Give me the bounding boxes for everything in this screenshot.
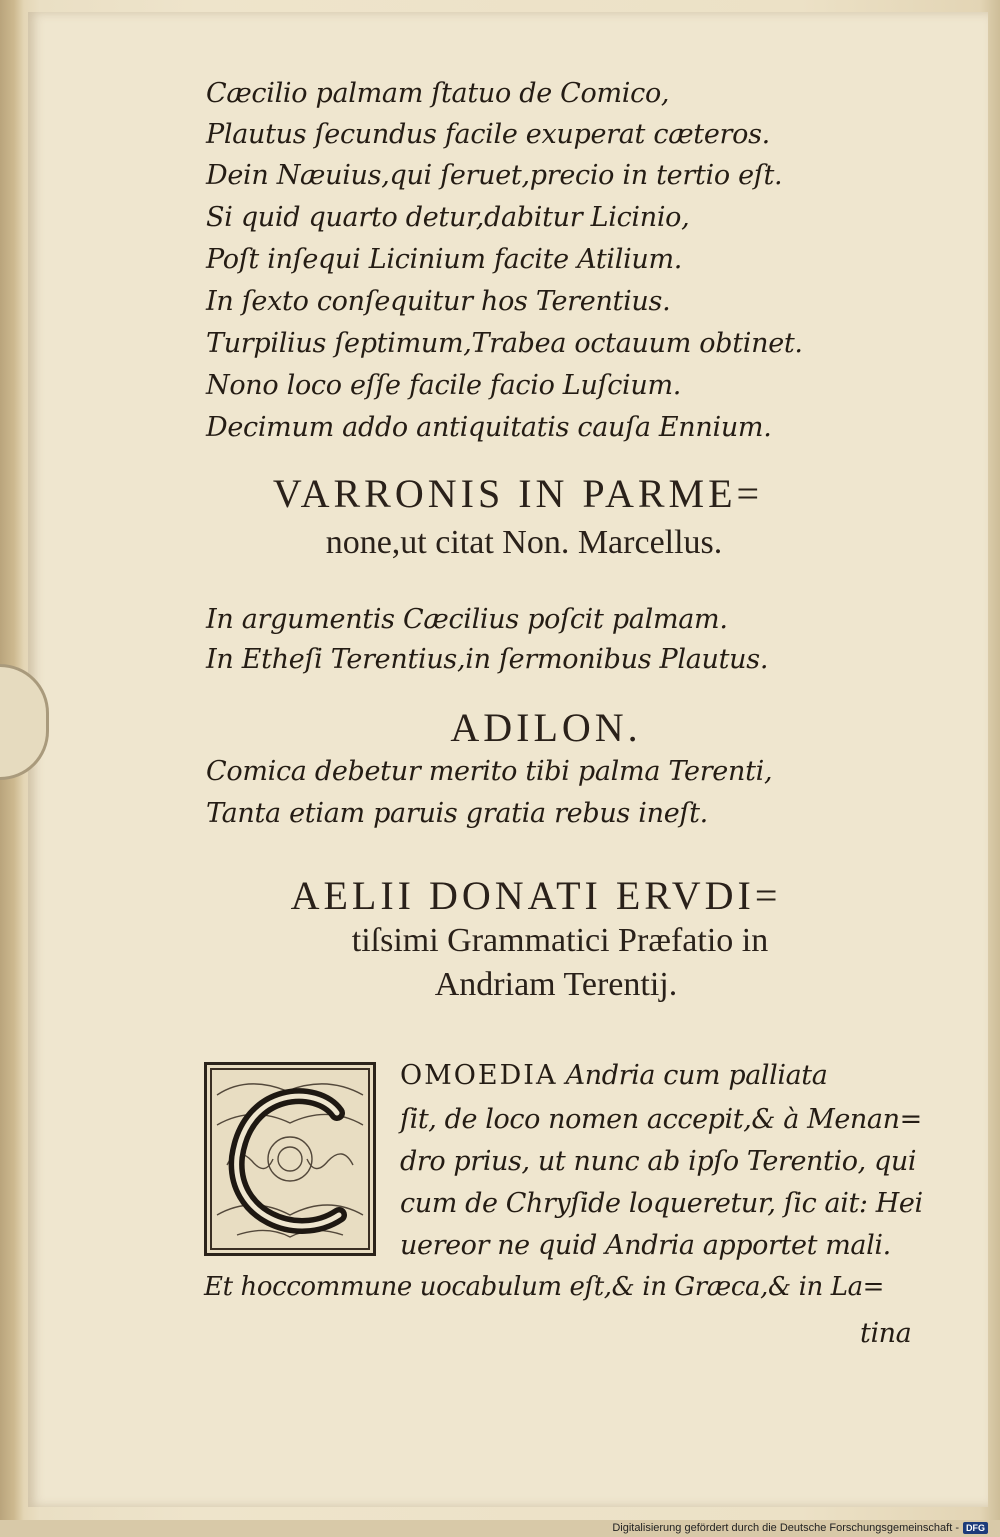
digitization-credit — [612, 1522, 988, 1534]
prose-text: Andria cum palliata — [565, 1060, 828, 1091]
verse-line: Cæcilio palmam ſtatuo de Comico, — [206, 78, 670, 109]
verse-line: Nono loco eſſe facile facio Luſcium. — [206, 370, 682, 401]
catchword: tina — [860, 1318, 912, 1349]
section-heading-adilon: ADILON. — [450, 705, 642, 750]
section-heading-donatus-sub: Andriam Terentij. — [434, 966, 678, 1003]
verse-line: Plautus ſecundus facile exuperat cæteros. — [206, 119, 770, 150]
verse-line: Turpilius ſeptimum,Trabea octauum obtinet. — [206, 328, 803, 359]
prose-line: uereor ne quid Andria apportet mali. — [400, 1230, 891, 1261]
credit-text: Digitalisierung gefördert durch die Deutsche Forschungsgemeinschaft - — [612, 1522, 959, 1534]
section-heading-varro-sub: none,ut citat Non. Marcellus. — [325, 524, 723, 561]
prose-line: dro prius, ut nunc ab ipſo Terentio, qui — [400, 1146, 917, 1177]
verse-line: In argumentis Cæcilius poſcit palmam. — [206, 604, 728, 635]
decorated-initial-icon — [204, 1062, 376, 1256]
verse-line: Poſt inſequi Licinium facite Atilium. — [206, 244, 683, 275]
verse-line: In ſexto conſequitur hos Terentius. — [206, 286, 671, 317]
verse-line: Decimum addo antiquitatis cauſa Ennium. — [206, 412, 772, 443]
prose-line: ſit, de loco nomen accepit,& à Menan= — [400, 1104, 922, 1135]
prose-line-1 — [400, 1060, 827, 1091]
verse-line: Dein Næuius,qui ſeruet,precio in tertio eſt. — [206, 160, 783, 191]
prose-line: Et hoccommune uocabulum eſt,& in Græca,& in La= — [204, 1272, 885, 1302]
verse-line: Tanta etiam paruis gratia rebus ineſt. — [206, 798, 708, 829]
prose-small-caps: OMOEDIA — [400, 1060, 558, 1091]
section-heading-varro: VARRONIS IN PARME= — [272, 471, 764, 516]
section-heading-donatus: AELII DONATI ERVDI= — [290, 873, 782, 918]
dfg-logo-icon: DFG — [963, 1522, 988, 1534]
verse-line: Comica debetur merito tibi palma Terenti, — [206, 756, 773, 787]
section-heading-donatus-sub: tiſsimi Grammatici Præfatio in — [351, 922, 769, 959]
verse-line: In Etheſi Terentius,in ſermonibus Plautus. — [206, 644, 769, 675]
verse-line: Si quid quarto detur,dabitur Licinio, — [206, 202, 690, 233]
prose-line: cum de Chryſide loqueretur, ſic ait: Hei — [400, 1188, 923, 1219]
